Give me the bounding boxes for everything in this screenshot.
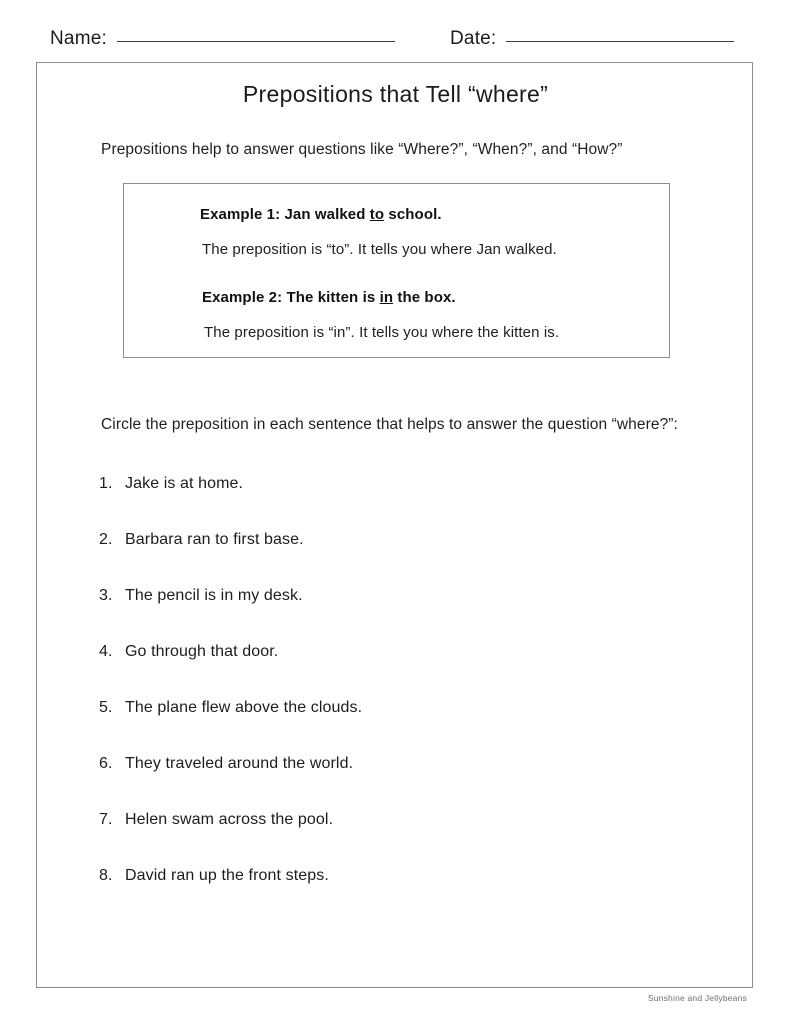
name-label: Name: xyxy=(50,28,107,49)
examples-box xyxy=(123,183,670,358)
intro-text: Prepositions help to answer questions like “Where?”, “When?”, and “How?” xyxy=(101,141,623,158)
list-item[interactable] xyxy=(99,699,699,755)
list-item-text: Helen swam across the pool. xyxy=(125,811,334,828)
example-1-title-suffix: school. xyxy=(384,206,442,223)
list-item-text: The plane flew above the clouds. xyxy=(125,699,363,716)
list-item[interactable] xyxy=(99,755,699,811)
list-item-number: 4. xyxy=(99,643,113,660)
list-item[interactable] xyxy=(99,475,699,531)
example-2-title-prefix: Example 2: The kitten is xyxy=(202,289,380,306)
list-item[interactable] xyxy=(99,867,699,923)
list-item[interactable] xyxy=(99,643,699,699)
footer-credit: Sunshine and Jellybeans xyxy=(647,993,747,1003)
list-item[interactable] xyxy=(99,587,699,643)
list-item-number: 6. xyxy=(99,755,113,772)
list-item[interactable] xyxy=(99,531,699,587)
example-1-title-prefix: Example 1: Jan walked xyxy=(200,206,370,223)
example-2-title xyxy=(202,289,456,306)
date-label: Date: xyxy=(450,28,497,49)
list-item-text: Go through that door. xyxy=(125,643,279,660)
list-item-number: 8. xyxy=(99,867,113,884)
worksheet-frame xyxy=(36,62,753,988)
name-field xyxy=(50,28,395,50)
example-2-title-suffix: the box. xyxy=(393,289,456,306)
list-item-text: Jake is at home. xyxy=(125,475,244,492)
date-write-in-line[interactable] xyxy=(506,41,734,42)
list-item-number: 2. xyxy=(99,531,113,548)
list-item[interactable] xyxy=(99,811,699,867)
instruction-text: Circle the preposition in each sentence that helps to answer the question “where?”: xyxy=(101,416,678,433)
example-1-title xyxy=(200,206,442,223)
page-title: Prepositions that Tell “where” xyxy=(242,81,549,107)
list-item-number: 5. xyxy=(99,699,113,716)
list-item-text: David ran up the front steps. xyxy=(125,867,329,884)
example-2-explanation: The preposition is “in”. It tells you where the kitten is. xyxy=(204,324,560,341)
example-1-explanation: The preposition is “to”. It tells you where Jan walked. xyxy=(202,241,557,258)
list-item-text: They traveled around the world. xyxy=(125,755,354,772)
list-item-text: Barbara ran to first base. xyxy=(125,531,304,548)
list-item-number: 7. xyxy=(99,811,113,828)
header-fields-row xyxy=(0,28,791,58)
list-item-text: The pencil is in my desk. xyxy=(125,587,303,604)
name-write-in-line[interactable] xyxy=(117,41,395,42)
example-1-preposition: to xyxy=(369,206,385,223)
list-item-number: 3. xyxy=(99,587,113,604)
list-item-number: 1. xyxy=(99,475,113,492)
date-field xyxy=(450,28,734,50)
example-2-preposition: in xyxy=(379,289,394,306)
sentence-list xyxy=(99,475,699,923)
